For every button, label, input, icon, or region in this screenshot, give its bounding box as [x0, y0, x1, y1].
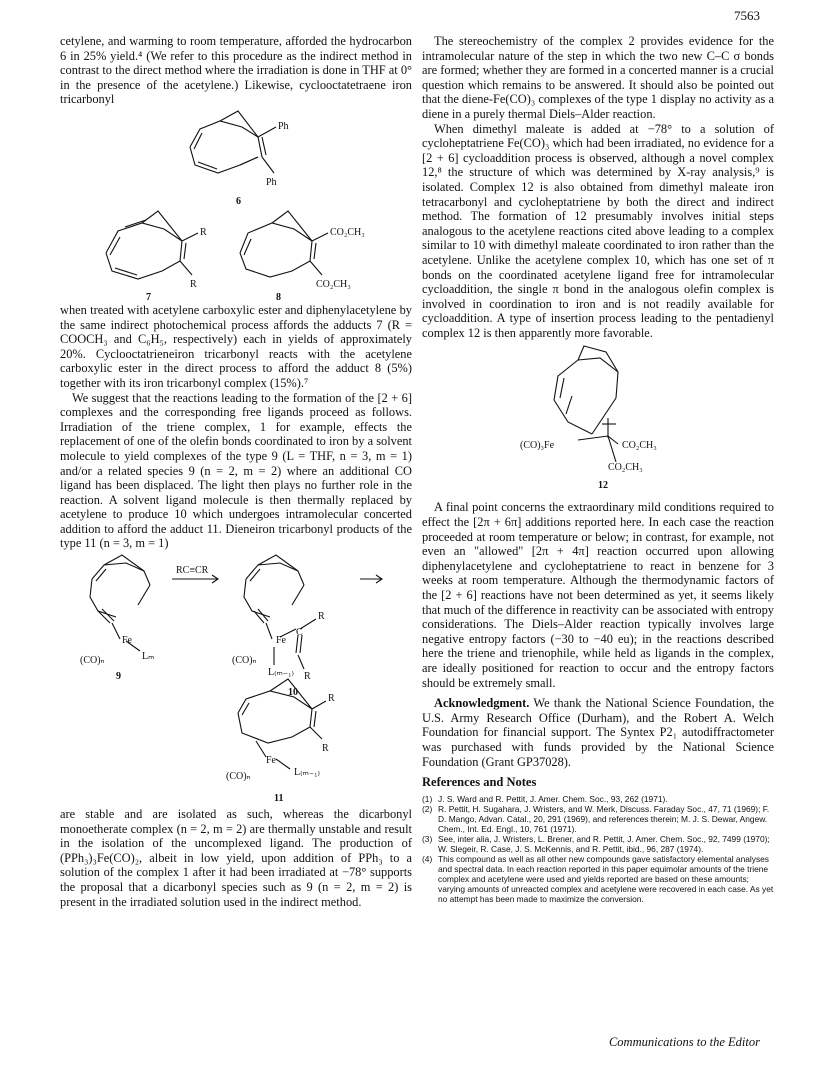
r-bottom-label-10: R — [304, 671, 311, 683]
co2ch3-top-label-8: CO₂CH₃ — [330, 226, 365, 238]
r-top-label-11: R — [328, 693, 335, 705]
c-label-10: C — [296, 627, 303, 639]
fe-label-10: Fe — [276, 635, 286, 647]
references-heading: References and Notes — [422, 775, 537, 790]
co-n-label-9: (CO)ₙ — [80, 655, 105, 667]
compound-label-10: 10 — [288, 687, 298, 699]
co3fe-label: (CO)₃Fe — [520, 440, 555, 452]
page-number: 7563 — [734, 8, 760, 23]
compound-label-9: 9 — [116, 671, 121, 683]
section-footer: Communications to the Editor — [608, 1035, 760, 1049]
r-top-label-10: R — [318, 611, 325, 623]
right-paragraph-2: When dimethyl maleate is added at −78° to a solution of cycloheptatriene Fe(CO)₃ which had been irradiated, no evidence for a [2 + 6] cycloaddition process is observed, although a novel complex 12,⁸ the structure of which was determined by X-ray analysis,⁹ is isolated. Complex 12 is also obtained from dimethyl maleate iron tetracarbonyl and cycloheptatriene by both the direct and indirect method. The formation of 12 presumably involves initial steps analogous to the acetylene reactions cited above leading to a complex similar to 10 with dimethyl maleate coordinated to iron rather than the acetylene. Unlike the acetylene complex 10, which has one set of π bonds on the coordinated acetylene ligand free for intramolecular cycloaddition, the single π bond in the analogous olefin complex is involved in coordination to iron and is not readily available for cycloaddition. A type of insertion process leading to the pentadienyl complex 12 is then apparently more favorable. — [422, 121, 774, 340]
acknowledgment-heading: Acknowledgment. — [434, 696, 530, 711]
structures-7-8 — [60, 209, 412, 303]
left-paragraph-1: cetylene, and warming to room temperature, afforded the hydrocarbon 6 in 25% yield.⁴ (We refer to this procedure as the indirect method in contrast to the direct method where the irradiation is done in THF at 0° in the presence of the acetylene.) Likewise, cyclooctatetraene iron tricarbonyl — [60, 34, 412, 107]
references-list — [422, 794, 774, 904]
compound-label-11: 11 — [274, 793, 284, 805]
acknowledgment-text: We thank the National Science Foundation, the U.S. Army Research Office (Durham), and the Robert A. Welch Foundation for financial support. The Syntex P2₁ autodiffractometer was purchased with funds provided by the National Science Foundation (Grant GP37028). — [422, 696, 774, 769]
lm-label-9: Lₘ — [142, 651, 155, 663]
compound-label-7: 7 — [146, 291, 151, 303]
fe-label-9: Fe — [122, 635, 132, 647]
right-paragraph-1: The stereochemistry of the complex 2 provides evidence for the intramolecular nature of the step in which the two new C–C σ bonds are formed; whether they are formed in a concerted manner is a crucial question which remains to be answered. It should also be pointed out that the diene-Fe(CO)₃ complexes of the type 1 display no activity as a diene in a purely thermal Diels–Alder reaction. — [422, 34, 774, 121]
r-top-label-7: R — [200, 226, 207, 238]
compound-label-12: 12 — [598, 480, 608, 492]
left-paragraph-3: We suggest that the reactions leading to the formation of the [2 + 6] complexes and the corresponding free ligands proceed as follows. Irradiation of the triene complex, 1 for example, effects the replacement of one of the olefin bonds coordinated to iron by a solvent molecule to yield complexes of the type 9 (L = THF, n = 3, m = 1) and/or a related species 9 (n = 2, m = 2) where an additional CO ligand has been displaced. The light then plays no further role in the reaction. A solvent ligand molecule is then thermally replaced by acetylene to produce 10 which undergoes intramolecular concerted addition to afford the adduct 11. Dieneiron tricarbonyl products of the type 11 (n = 3, m = 1) — [60, 390, 412, 551]
ph-top-label: Ph — [278, 120, 289, 132]
r-bottom-label-7: R — [190, 278, 197, 290]
reaction-scheme-drawing — [60, 551, 412, 807]
right-paragraph-3: A final point concerns the extraordinary mild conditions required to effect the [2π + 6π] additions reported here. In each case the reaction proceeded at room temperature or below; in contrast, for example, not even an "allowed" [2π + 4π] reaction occurred upon allowing diphenylacetylene and cycloheptatriene to react in benzene for 3 weeks at room temperature. Although the thermodynamic factors of the [2 + 6] reactions have not been determined as yet, it seems likely that much of the difference in reactivity can be associated with entropy considerations. The Diels–Alder reaction typically involves large negative entropy factors (−30 to −40 eu); in the reactions described here the triene and trienophile, while held as ligands in the complex, are ideally positioned for reaction to occur and the entropy factors should be extremely small. — [422, 500, 774, 690]
r-bottom-label-11: R — [322, 743, 329, 755]
co2ch3-bottom-label-8: CO₂CH₃ — [316, 278, 351, 290]
reference-item: (2) R. Pettit, H. Sugahara, J. Wristers, and W. Merk, Discuss. Faraday Soc., 47, 71 (1969); F. D. Mango, Advan. Catal., 20, 291 (1969), and references therein; M. J. S. Dewar, Angew. Chem., Int. Ed. Engl., 10, 761 (1971). — [422, 803, 770, 834]
reaction-scheme — [60, 551, 412, 807]
reference-item: (1) J. S. Ward and R. Pettit, J. Amer. Chem. Soc., 93, 262 (1971). — [422, 793, 668, 804]
co2ch3-top-label-12: CO₂CH₃ — [622, 440, 657, 452]
structure-12-drawing — [422, 340, 774, 500]
lm-label-10: L₍ₘ₋₁₎ — [268, 667, 295, 679]
left-paragraph-4: are stable and are isolated as such, whereas the dicarbonyl monoetherate complex (n = 2, m = 2) are thermally unstable and result in the isolation of the uncomplexed ligand. The production of (PPh₃)₃Fe(CO)₂, albeit in low yield, upon addition of PPh₃ to a solution of the complex 1 after it had been irradiated at −78° supports the proposal that a dicarbonyl species such as 9 (n = 2, m = 2) is present in the irradiated solution used in the indirect method. — [60, 807, 412, 909]
right-column — [422, 34, 774, 904]
fe-label-11: Fe — [266, 755, 276, 767]
structure-12 — [422, 340, 774, 500]
reference-item: (4) This compound as well as all other new compounds gave satisfactory elemental analyses and spectral data. In each reaction reported in this paper equimolar amounts of the triene complex and acetylene were used and yields reported are based on these amounts; varying amounts of unreacted complex and acetylene were recovered in each case. As yet no attempt has been made to maximize the conversion. — [422, 853, 774, 904]
co-n-label-10: (CO)ₙ — [232, 655, 257, 667]
co-n-label-11: (CO)ₙ — [226, 771, 251, 783]
reagent-label: RC≡CR — [176, 565, 209, 577]
reference-item: (3) See, inter alia, J. Wristers, L. Brener, and R. Pettit, J. Amer. Chem. Soc., 92, 7499 (1970); W. Slegeir, R. Case, J. S. McKennis, and R. Pettit, ibid., 96, 287 (1974). — [422, 833, 770, 854]
structure-6-drawing — [60, 107, 412, 209]
left-column — [60, 34, 412, 909]
compound-label-8: 8 — [276, 291, 281, 303]
acknowledgment — [422, 696, 774, 769]
compound-label-6: 6 — [236, 195, 241, 207]
structure-6 — [60, 107, 412, 209]
lm-label-11: L₍ₘ₋₁₎ — [294, 767, 321, 779]
ph-bottom-label: Ph — [266, 176, 277, 188]
structures-7-8-drawing — [60, 209, 412, 303]
left-paragraph-2: when treated with acetylene carboxylic ester and diphenylacetylene by the same indirect photochemical process affords the adducts 7 (R = COOCH₃ and C₆H₅, respectively) each in yields of approximately 20%. Cyclooctatrieneiron tricarbonyl reacts with the acetylene carboxylic ester in the direct process to afford the adduct 8 (5%) together with its iron tricarbonyl complex (15%).⁷ — [60, 302, 412, 390]
co2ch3-bottom-label-12: CO₂CH₃ — [608, 462, 643, 474]
